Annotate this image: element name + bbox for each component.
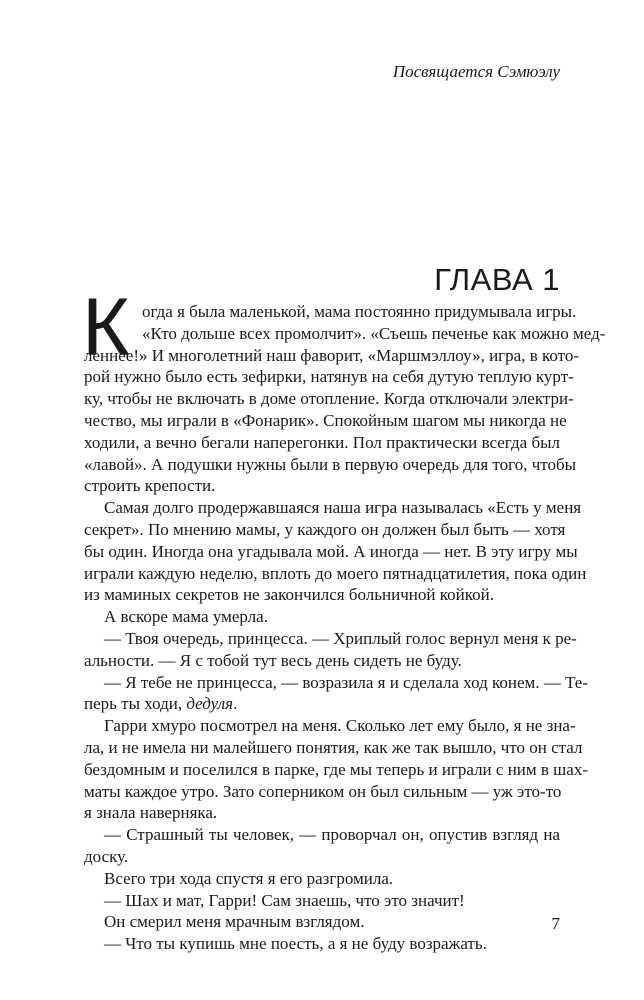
text-line: «Кто дольше всех промолчит». «Съешь печенье как можно мед- bbox=[142, 323, 606, 343]
text-line: играли каждую неделю, вплоть до моего пятнадцатилетия, пока один bbox=[84, 563, 587, 583]
drop-cap: К bbox=[82, 282, 130, 373]
text-line: маты каждое утро. Зато соперником он был сильным — уж это-то bbox=[84, 781, 562, 801]
text-line: альности. — Я с тобой тут весь день сидеть не буду. bbox=[84, 650, 462, 670]
page-number: 7 bbox=[551, 914, 560, 933]
text-line: — Шах и мат, Гарри! Сам знаешь, что это значит! bbox=[104, 890, 465, 910]
emphasis-word: дедуля bbox=[186, 694, 234, 714]
text-line: строить крепости. bbox=[84, 476, 216, 496]
text-line: леннее!» И многолетний наш фаворит, «Маршмэллоу», игра, в кото- bbox=[84, 345, 580, 365]
text-line: я знала наверняка. bbox=[84, 803, 218, 823]
chapter-body bbox=[82, 282, 606, 955]
text-line: доску. bbox=[84, 846, 129, 866]
text-line: секрет». По мнению мамы, у каждого он должен был быть — хотя bbox=[84, 519, 566, 539]
text-line: — Я тебе не принцесса, — возразила я и сделала ход конем. — Те- bbox=[104, 672, 589, 692]
text-line: А вскоре мама умерла. bbox=[104, 607, 268, 627]
text-line: ла, и не имела ни малейшего понятия, как же так вышло, что он стал bbox=[84, 737, 583, 757]
text-line: из маминых секретов не закончился больничной койкой. bbox=[84, 585, 494, 605]
text-line: бы один. Иногда она угадывала мой. А иногда — нет. В эту игру мы bbox=[84, 541, 578, 561]
text-line: рой нужно было есть зефирки, натянув на себя дутую теплую курт- bbox=[84, 367, 574, 387]
text-line: — Твоя очередь, принцесса. — Хриплый голос вернул меня к ре- bbox=[104, 628, 577, 648]
text-line: «лавой». А подушки нужны были в первую очередь для того, чтобы bbox=[84, 454, 577, 474]
dedication: Посвящается Сэмюэлу bbox=[392, 62, 560, 81]
text-line: бездомным и поселился в парке, где мы теперь и играли с ним в шах- bbox=[84, 759, 588, 779]
text-line: Гарри хмуро посмотрел на меня. Сколько лет ему было, я не зна- bbox=[104, 716, 576, 736]
text-line: ходили, а вечно бегали наперегонки. Пол практически всегда был bbox=[84, 432, 560, 452]
text-line: — Что ты купишь мне поесть, а я не буду возражать. bbox=[104, 934, 487, 954]
text-line: огда я была маленькой, мама постоянно придумывала игры. bbox=[142, 302, 577, 321]
text-line: — Страшный ты человек, — проворчал он, опустив взгляд на bbox=[104, 825, 560, 845]
text-line: чество, мы играли в «Фонарик». Спокойным шагом мы никогда не bbox=[84, 410, 567, 430]
text-line: Самая долго продержавшаяся наша игра называлась «Есть у меня bbox=[104, 498, 582, 518]
text-line: Он смерил меня мрачным взглядом. bbox=[104, 912, 365, 932]
text-run: . bbox=[233, 694, 238, 714]
chapter-title: ГЛАВА 1 bbox=[434, 262, 560, 297]
text-line: Всего три хода спустя я его разгромила. bbox=[104, 868, 394, 888]
text-line bbox=[84, 693, 560, 715]
text-run: перь ты ходи, bbox=[84, 694, 187, 714]
text-line: ку, чтобы не включать в доме отопление. Когда отключали электри- bbox=[84, 389, 574, 409]
